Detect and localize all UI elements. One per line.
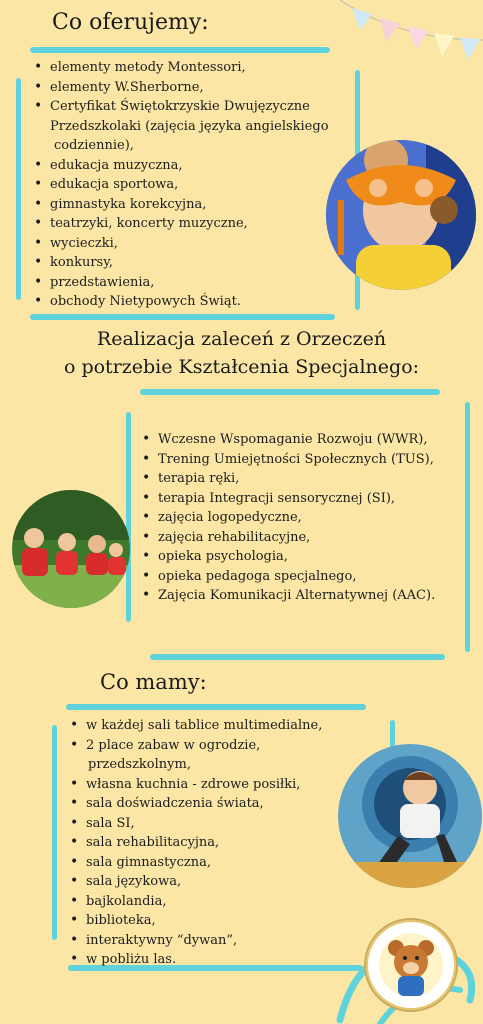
bear-icon bbox=[366, 920, 456, 1010]
list-item: • opieka pedagoga specjalnego, bbox=[140, 567, 435, 587]
divider bbox=[465, 402, 470, 652]
list-item: • sala językowa, bbox=[68, 872, 322, 892]
list-item-continuation: codziennie), bbox=[54, 138, 134, 153]
special-title-line-1: Realizacja zaleceń z Orzeczeń bbox=[96, 328, 387, 350]
list-item: • wycieczki, bbox=[32, 234, 329, 254]
special-title-line-2: o potrzebie Kształcenia Specjalnego: bbox=[63, 356, 420, 378]
list-item-continuation: przedszkolnym, bbox=[88, 757, 191, 772]
list-item: • biblioteka, bbox=[68, 911, 322, 931]
list-item: • terapia ręki, bbox=[140, 469, 435, 489]
list-item: • terapia Integracji sensorycznej (SI), bbox=[140, 489, 435, 509]
special-title bbox=[0, 325, 483, 381]
list-item: • sala rehabilitacyjna, bbox=[68, 833, 322, 853]
list-item: • zajęcia rehabilitacyjne, bbox=[140, 528, 435, 548]
divider bbox=[52, 725, 57, 940]
divider bbox=[150, 654, 445, 660]
list-item: • elementy metody Montessori, bbox=[32, 58, 329, 78]
divider bbox=[30, 314, 335, 320]
have-list bbox=[68, 716, 322, 970]
list-item: • Wczesne Wspomaganie Rozwoju (WWR), bbox=[140, 430, 435, 450]
list-item: • sala gimnastyczna, bbox=[68, 853, 322, 873]
list-item: • Trening Umiejętności Społecznych (TUS), bbox=[140, 450, 435, 470]
kindergarten-logo bbox=[364, 918, 458, 1012]
photo-children-group bbox=[12, 490, 130, 608]
list-item: • interaktywny “dywan”, bbox=[68, 931, 322, 951]
divider bbox=[16, 78, 21, 300]
list-item: • w każdej sali tablice multimedialne, bbox=[68, 716, 322, 736]
list-item: • 2 place zabaw w ogrodzie, bbox=[68, 736, 322, 756]
list-item: • własna kuchnia - zdrowe posiłki, bbox=[68, 775, 322, 795]
list-item: • przedstawienia, bbox=[32, 273, 329, 293]
list-item: • teatrzyki, koncerty muzyczne, bbox=[32, 214, 329, 234]
photo-boy-slide bbox=[338, 744, 482, 888]
offer-list bbox=[32, 58, 329, 312]
logo-text bbox=[366, 920, 367, 921]
bunting-decoration bbox=[330, 0, 483, 85]
list-item: • w pobliżu las. bbox=[68, 950, 322, 970]
divider bbox=[66, 704, 366, 710]
list-item: • Certyfikat Świętokrzyskie Dwujęzyczne bbox=[32, 97, 329, 117]
offer-title: Co oferujemy: bbox=[52, 10, 209, 35]
divider bbox=[30, 47, 330, 53]
list-item: • elementy W.Sherborne, bbox=[32, 78, 329, 98]
list-item: • Zajęcia Komunikacji Alternatywnej (AAC). bbox=[140, 586, 435, 606]
list-item: • konkursy, bbox=[32, 253, 329, 273]
list-item: • sala doświadczenia świata, bbox=[68, 794, 322, 814]
divider bbox=[126, 412, 131, 622]
list-item: • bajkolandia, bbox=[68, 892, 322, 912]
list-item: • gimnastyka korekcyjna, bbox=[32, 195, 329, 215]
list-item: • opieka psychologia, bbox=[140, 547, 435, 567]
list-item: • edukacja muzyczna, bbox=[32, 156, 329, 176]
have-title: Co mamy: bbox=[100, 670, 207, 694]
divider bbox=[140, 389, 440, 395]
photo-child-mask bbox=[326, 140, 476, 290]
list-item: • edukacja sportowa, bbox=[32, 175, 329, 195]
list-item-continuation: Przedszkolaki (zajęcia języka angielskiego bbox=[50, 118, 329, 134]
special-list bbox=[140, 430, 435, 606]
list-item: • obchody Nietypowych Świąt. bbox=[32, 292, 329, 312]
list-item: • sala SI, bbox=[68, 814, 322, 834]
list-item: • zajęcia logopedyczne, bbox=[140, 508, 435, 528]
